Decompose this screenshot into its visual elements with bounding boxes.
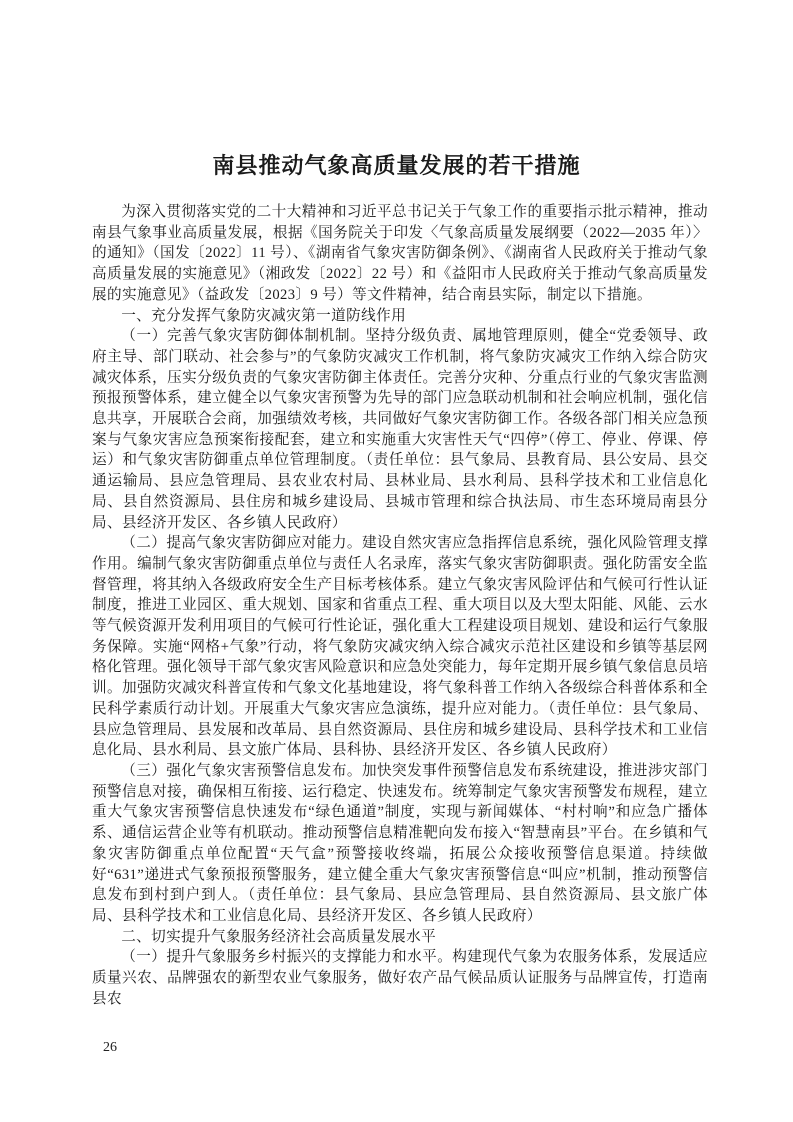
page-title: 南县推动气象高质量发展的若干措施: [212, 153, 581, 178]
intro-paragraph: 为深入贯彻落实党的二十大精神和习近平总书记关于气象工作的重要指示批示精神，推动南县气象事业高质量发展，根据《国务院关于印发〈气象高质量发展纲要（2022—2035 年）〉的通知》（国发〔2022〕11 号）、《湖南省气象灾害防御条例》、《湖南省人民政府关于推动气象高质量发展的实施意见》（湘政发〔2022〕22 号）和《益阳市人民政府关于推动气象高质量发展的实施意见》（益政发〔2023〕9 号）等文件精神，结合南县实际，制定以下措施。: [92, 204, 708, 303]
section-1-item-3-paragraph: （三）强化气象灾害预警信息发布。加快突发事件预警信息发布系统建设，推进涉灾部门预警信息对接，确保相互衔接、运行稳定、快速发布。统筹制定气象灾害预警发布规程，建立重大气象灾害预警信息快速发布“绿色通道”制度，实现与新闻媒体、“村村响”和应急广播体系、通信运营企业等有机联动。推动预警信息精准靶向发布接入“智慧南县”平台。在乡镇和气象灾害防御重点单位配置“天气盒”预警接收终端，拓展公众接收预警信息渠道。持续做好“631”递进式气象预报预警服务，建立健全重大气象灾害预警信息“叫应”机制，推动预警信息发布到村到户到人。（责任单位：县气象局、县应急管理局、县自然资源局、县文旅广体局、县科学技术和工业信息化局、县经济开发区、各乡镇人民政府）: [92, 762, 708, 924]
section-2-item-1-paragraph: （一）提升气象服务乡村振兴的支撑能力和水平。构建现代气象为农服务体系，发展适应质量兴农、品牌强农的新型农业气象服务，做好农产品气候品质认证服务与品牌宣传，打造南县农: [92, 949, 708, 1007]
section-1-heading: 一、充分发挥气象防灾减灾第一道防线作用: [121, 307, 407, 324]
page-number: 26: [103, 1040, 117, 1055]
section-1-item-2-paragraph: （二）提高气象灾害防御应对能力。建设自然灾害应急指挥信息系统，强化风险管理支撑作用。编制气象灾害防御重点单位与责任人名录库，落实气象灾害防御职责。强化防雷安全监督管理，将其纳入各级政府安全生产目标考核体系。建立气象灾害风险评估和气候可行性认证制度，推进工业园区、重大规划、国家和省重点工程、重大项目以及大型太阳能、风能、云水等气候资源开发利用项目的气候可行性论证，强化重大工程建设项目规划、建设和运行气象服务保障。实施“网格+气象”行动，将气象防灾减灾纳入综合减灾示范社区建设和乡镇等基层网格化管理。强化领导干部气象灾害风险意识和应急处突能力，每年定期开展乡镇气象信息员培训。加强防灾减灾科普宣传和气象文化基地建设，将气象科普工作纳入各级综合科普体系和全民科学素质行动计划。开展重大气象灾害应急演练，提升应对能力。（责任单位：县气象局、县应急管理局、县发展和改革局、县自然资源局、县住房和城乡建设局、县科学技术和工业信息化局、县水利局、县文旅广体局、县科协、县经济开发区、各乡镇人民政府）: [92, 535, 708, 759]
document-body: [92, 202, 708, 1009]
section-1-item-1-paragraph: （一）完善气象灾害防御体制机制。坚持分级负责、属地管理原则，健全“党委领导、政府主导、部门联动、社会参与”的气象防灾减灾工作机制，将气象防灾减灾工作纳入综合防灾减灾体系，压实分级负责的气象灾害防御主体责任。完善分灾种、分重点行业的气象灾害监测预报预警体系，建立健全以气象灾害预警为先导的部门应急联动机制和社会响应机制，强化信息共享，开展联合会商，加强绩效考核，共同做好气象灾害防御工作。各级各部门相关应急预案与气象灾害应急预案衔接配套，建立和实施重大灾害性天气“四停”（停工、停业、停课、停运）和气象灾害防御重点单位管理制度。（责任单位：县气象局、县教育局、县公安局、县交通运输局、县应急管理局、县农业农村局、县林业局、县水利局、县科学技术和工业信息化局、县自然资源局、县住房和城乡建设局、县城市管理和综合执法局、市生态环境局南县分局、县经济开发区、各乡镇人民政府）: [92, 328, 708, 531]
section-2-heading: 二、切实提升气象服务经济社会高质量发展水平: [121, 928, 437, 945]
